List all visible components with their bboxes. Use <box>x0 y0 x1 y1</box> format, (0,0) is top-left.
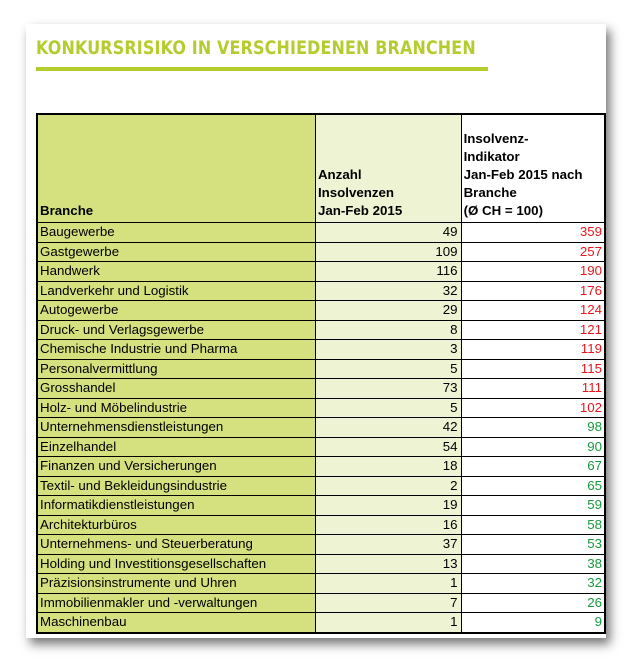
cell-indikator: 119 <box>461 340 605 360</box>
cell-indikator: 59 <box>461 496 605 516</box>
cell-branche: Holz- und Möbelindustrie <box>37 398 315 418</box>
cell-anzahl: 32 <box>315 281 461 301</box>
header-indikator-line: Indikator <box>463 149 520 164</box>
cell-branche: Handwerk <box>37 262 315 282</box>
cell-anzahl: 13 <box>315 554 461 574</box>
cell-branche: Unternehmensdienstleistungen <box>37 418 315 438</box>
cell-anzahl: 5 <box>315 359 461 379</box>
cell-indikator: 58 <box>461 515 605 535</box>
cell-anzahl: 7 <box>315 593 461 613</box>
cell-indikator: 53 <box>461 535 605 555</box>
cell-anzahl: 42 <box>315 418 461 438</box>
cell-branche: Präzisionsinstrumente und Uhren <box>37 574 315 594</box>
cell-indikator: 102 <box>461 398 605 418</box>
table-row <box>37 457 605 477</box>
cell-anzahl: 49 <box>315 223 461 243</box>
cell-indikator: 26 <box>461 593 605 613</box>
cell-indikator: 38 <box>461 554 605 574</box>
table-row <box>37 320 605 340</box>
cell-branche: Maschinenbau <box>37 613 315 633</box>
cell-anzahl: 109 <box>315 242 461 262</box>
table-body <box>37 223 605 633</box>
header-indikator-line: Jan-Feb 2015 nach <box>463 167 583 182</box>
cell-anzahl: 19 <box>315 496 461 516</box>
table-row <box>37 574 605 594</box>
table-row <box>37 379 605 399</box>
insolvency-table <box>36 113 606 634</box>
header-branche: Branche <box>37 114 315 223</box>
cell-anzahl: 37 <box>315 535 461 555</box>
cell-branche: Gastgewerbe <box>37 242 315 262</box>
cell-anzahl: 1 <box>315 574 461 594</box>
table-row <box>37 554 605 574</box>
cell-anzahl: 29 <box>315 301 461 321</box>
header-anzahl-line: Jan-Feb 2015 <box>317 203 403 218</box>
table-row <box>37 223 605 243</box>
cell-anzahl: 1 <box>315 613 461 633</box>
table-row <box>37 515 605 535</box>
header-indikator-line: Branche <box>463 185 517 200</box>
cell-branche: Landverkehr und Logistik <box>37 281 315 301</box>
table-row <box>37 301 605 321</box>
cell-indikator: 257 <box>461 242 605 262</box>
cell-branche: Holding und Investitionsgesellschaften <box>37 554 315 574</box>
cell-branche: Personalvermittlung <box>37 359 315 379</box>
table-row <box>37 476 605 496</box>
cell-indikator: 121 <box>461 320 605 340</box>
table-row <box>37 242 605 262</box>
cell-indikator: 98 <box>461 418 605 438</box>
table-row <box>37 535 605 555</box>
cell-indikator: 65 <box>461 476 605 496</box>
cell-anzahl: 3 <box>315 340 461 360</box>
cell-branche: Grosshandel <box>37 379 315 399</box>
header-indikator-line: (Ø CH = 100) <box>463 203 543 218</box>
cell-anzahl: 16 <box>315 515 461 535</box>
cell-indikator: 9 <box>461 613 605 633</box>
cell-branche: Informatikdienstleistungen <box>37 496 315 516</box>
page-title: KONKURSRISIKO IN VERSCHIEDENEN BRANCHEN <box>36 38 476 59</box>
header-anzahl-line: Anzahl <box>317 167 362 182</box>
cell-branche: Druck- und Verlagsgewerbe <box>37 320 315 340</box>
header-anzahl-line: Insolvenzen <box>317 185 395 200</box>
cell-anzahl: 5 <box>315 398 461 418</box>
cell-indikator: 67 <box>461 457 605 477</box>
cell-indikator: 90 <box>461 437 605 457</box>
cell-branche: Immobilienmakler und -verwaltungen <box>37 593 315 613</box>
header-indikator-line: Insolvenz- <box>463 131 529 146</box>
table-row <box>37 359 605 379</box>
cell-anzahl: 8 <box>315 320 461 340</box>
cell-indikator: 124 <box>461 301 605 321</box>
document-page <box>26 24 606 638</box>
cell-branche: Architekturbüros <box>37 515 315 535</box>
cell-branche: Baugewerbe <box>37 223 315 243</box>
title-underline <box>36 67 488 71</box>
cell-branche: Einzelhandel <box>37 437 315 457</box>
cell-branche: Textil- und Bekleidungsindustrie <box>37 476 315 496</box>
table-row <box>37 262 605 282</box>
cell-branche: Unternehmens- und Steuerberatung <box>37 535 315 555</box>
table-row <box>37 496 605 516</box>
cell-indikator: 111 <box>461 379 605 399</box>
cell-anzahl: 54 <box>315 437 461 457</box>
cell-anzahl: 73 <box>315 379 461 399</box>
cell-branche: Autogewerbe <box>37 301 315 321</box>
cell-indikator: 359 <box>461 223 605 243</box>
table-row <box>37 398 605 418</box>
header-indikator <box>461 114 605 223</box>
table-row <box>37 418 605 438</box>
cell-anzahl: 2 <box>315 476 461 496</box>
header-anzahl <box>315 114 461 223</box>
cell-indikator: 190 <box>461 262 605 282</box>
table-row <box>37 593 605 613</box>
cell-anzahl: 18 <box>315 457 461 477</box>
table-row <box>37 613 605 633</box>
cell-branche: Finanzen und Versicherungen <box>37 457 315 477</box>
cell-branche: Chemische Industrie und Pharma <box>37 340 315 360</box>
table-row <box>37 437 605 457</box>
table-header-row <box>37 114 605 223</box>
table-row <box>37 281 605 301</box>
cell-indikator: 32 <box>461 574 605 594</box>
table-row <box>37 340 605 360</box>
cell-indikator: 176 <box>461 281 605 301</box>
cell-anzahl: 116 <box>315 262 461 282</box>
cell-indikator: 115 <box>461 359 605 379</box>
